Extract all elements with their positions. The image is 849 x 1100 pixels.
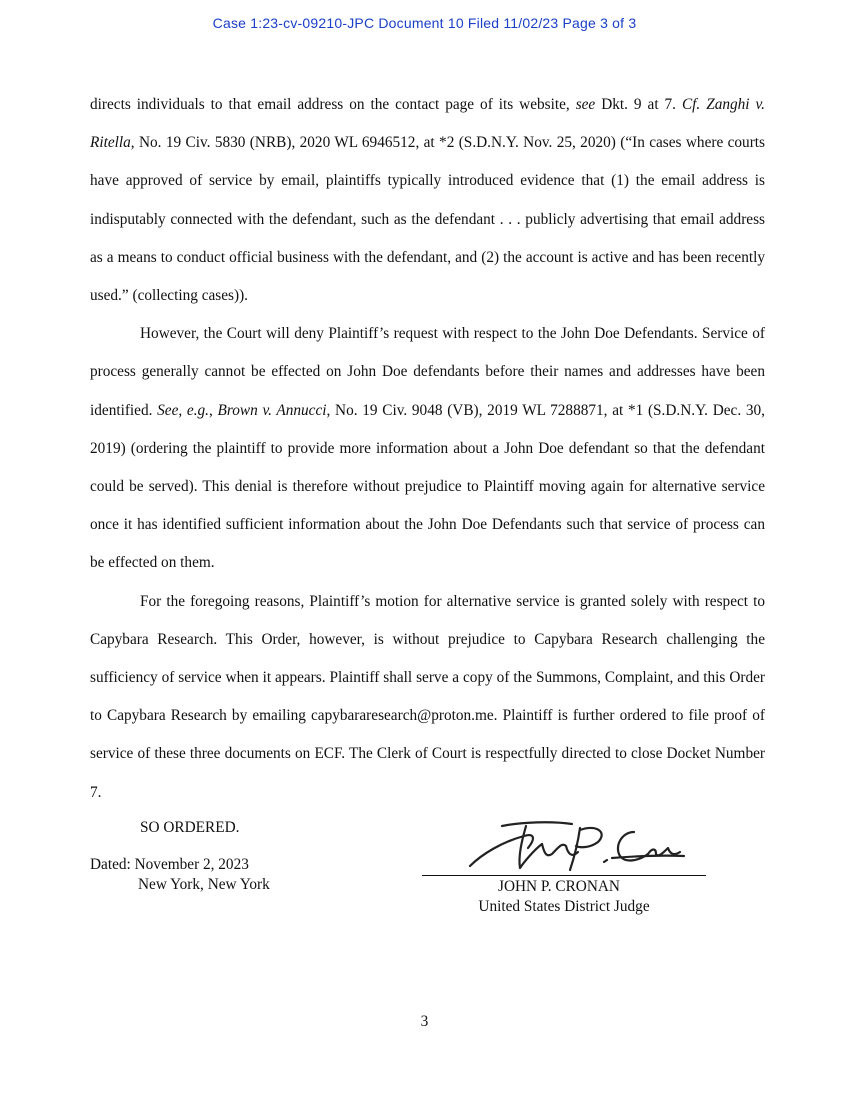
- page-number: 3: [420, 1013, 429, 1030]
- order-body: [90, 86, 765, 812]
- paragraph-conclusion: For the foregoing reasons, Plaintiff’s motion for alternative service is granted solely with respect to Capybara Research. This Order, however, is without prejudice to Capybara Research challenging the sufficiency of service when it appears. Plaintiff shall serve a copy of the Summons, Complaint, and this Order to Capybara Research by emailing capybararesearch@proton.me. Plaintiff is further ordered to file proof of service of these three documents on ECF. The Clerk of Court is respectfully directed to close Docket Number 7.: [90, 592, 765, 801]
- location-line: New York, New York: [138, 876, 270, 893]
- ecf-header-stamp: Case 1:23-cv-09210-JPC Document 10 Filed 11/02/23 Page 3 of 3: [212, 15, 637, 31]
- handwritten-signature: [462, 818, 687, 878]
- judge-block: [422, 877, 706, 917]
- signature-line: [422, 875, 706, 876]
- judge-name: JOHN P. CRONAN: [498, 878, 620, 895]
- judge-title: United States District Judge: [478, 898, 650, 915]
- dated-block: [90, 855, 270, 895]
- paragraph-email-service: directs individuals to that email address on the contact page of its website, see Dkt. 9 at 7. Cf. Zanghi v. Ritella, No. 19 Civ. 5830 (NRB), 2020 WL 6946512, at *2 (S.D.N.Y. Nov. 25, 2020) (“In cases where courts have approved of service by email, plaintiffs typically introduced evidence that (1) the email address is indisputably connected with the defendant, such as the defendant . . . publicly advertising that email address as a means to conduct official business with the defendant, and (2) the account is active and has been recently used.” (collecting cases)).: [90, 96, 765, 305]
- dated-line: Dated: November 2, 2023: [90, 856, 249, 873]
- paragraph-john-doe: However, the Court will deny Plaintiff’s request with respect to the John Doe Defendants. Service of process generally cannot be effected on John Doe defendants before their names and addresses have been identified. See, e.g., Brown v. Annucci, No. 19 Civ. 9048 (VB), 2019 WL 7288871, at *1 (S.D.N.Y. Dec. 30, 2019) (ordering the plaintiff to provide more information about a John Doe defendant so that the defendant could be served). This denial is therefore without prejudice to Plaintiff moving again for alternative service once it has identified sufficient information about the John Doe Defendants such that service of process can be effected on them.: [90, 325, 765, 572]
- so-ordered: SO ORDERED.: [140, 819, 240, 836]
